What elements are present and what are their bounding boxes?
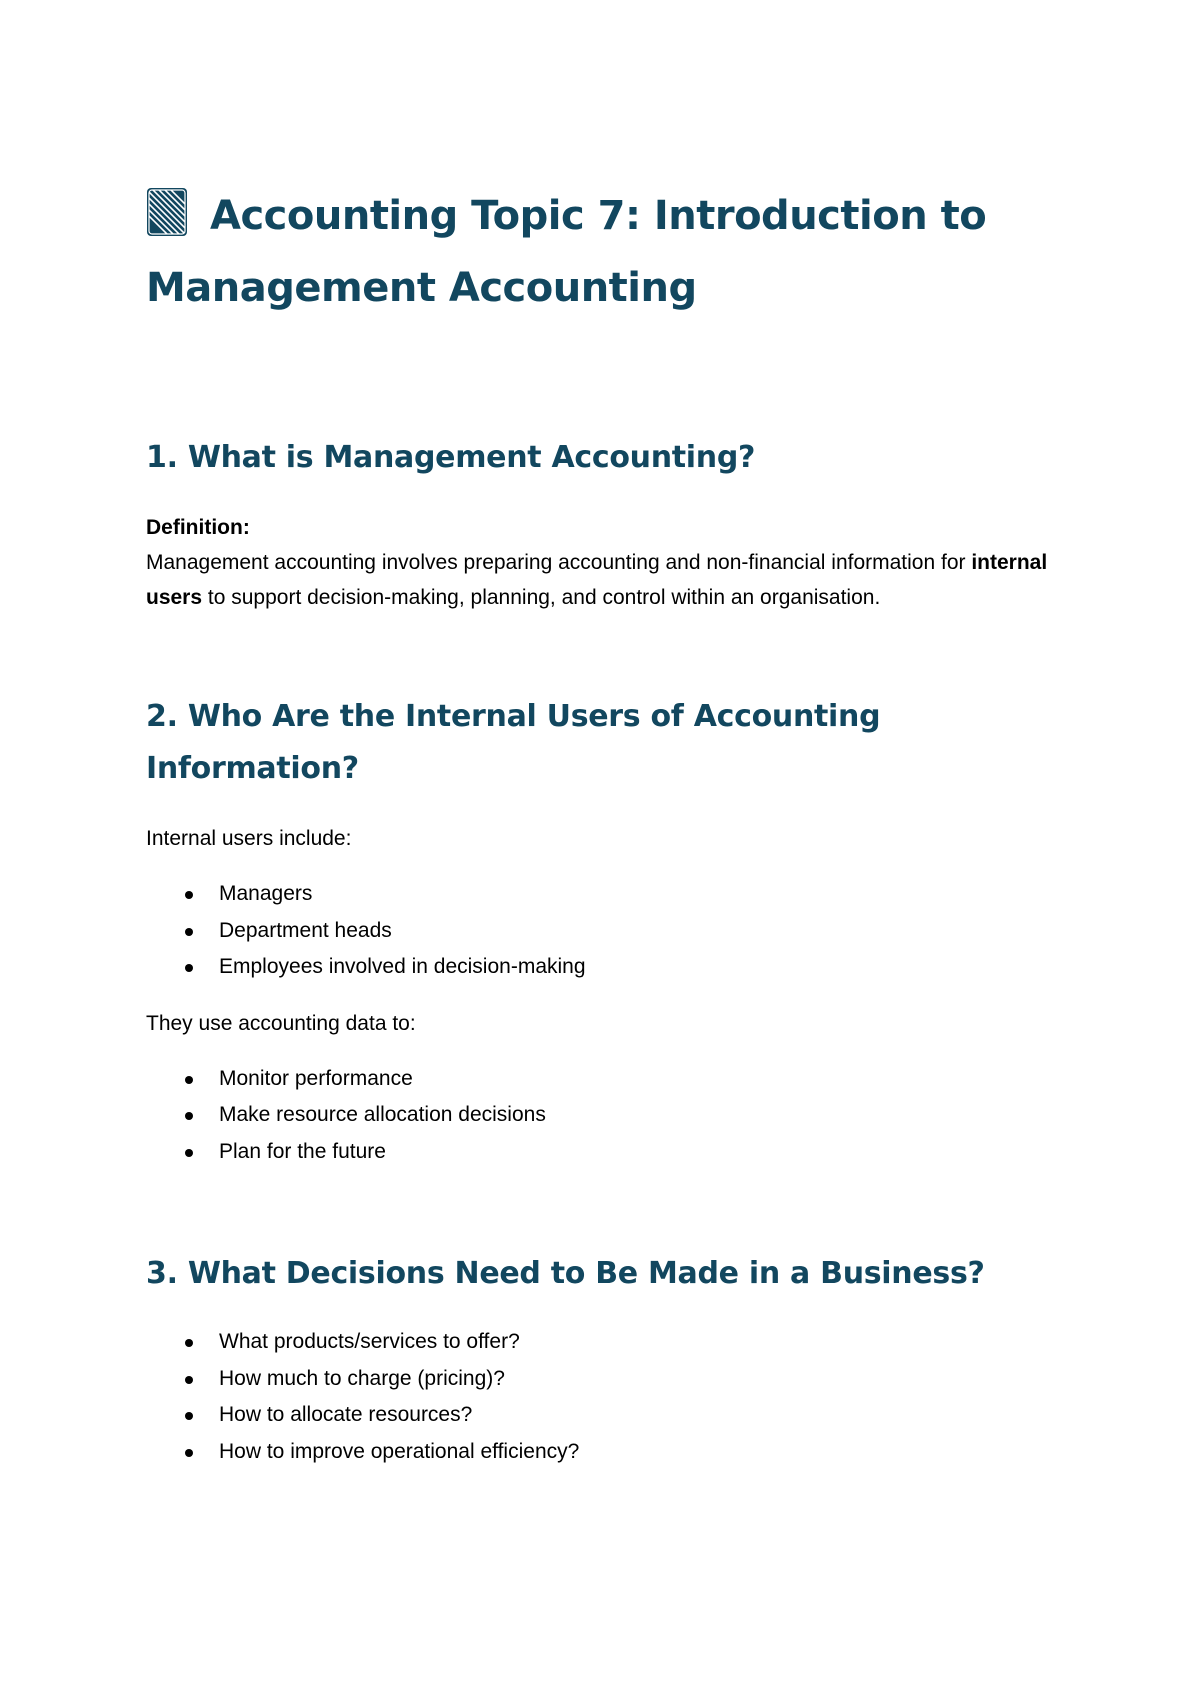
list-item-text: Managers — [219, 882, 313, 905]
list-item-text: How to improve operational efficiency? — [219, 1439, 580, 1463]
decisions-list — [146, 1324, 1066, 1470]
list-item-text: Monitor performance — [219, 1066, 413, 1090]
list-item-text: How much to charge (pricing)? — [219, 1366, 505, 1390]
section-1-heading: 1. What is Management Accounting? — [146, 440, 756, 475]
list-item — [146, 1134, 1066, 1171]
notebook-icon — [146, 187, 188, 237]
list-item — [146, 876, 1066, 913]
bullet-icon — [185, 891, 193, 899]
purposes-intro: They use accounting data to: — [146, 1011, 416, 1035]
bullet-icon — [185, 1449, 193, 1457]
definition-emphasis: internal users — [146, 551, 1048, 609]
bullet-icon — [185, 928, 193, 936]
bullet-icon — [185, 1076, 193, 1084]
list-item — [146, 1361, 1066, 1398]
bullet-icon — [185, 1339, 193, 1347]
list-item — [146, 1097, 1066, 1134]
bullet-icon — [185, 1112, 193, 1120]
list-item-text: Employees involved in decision-making — [219, 955, 586, 978]
list-item-text: Make resource allocation decisions — [219, 1103, 546, 1126]
list-item-text: How to allocate resources? — [219, 1403, 473, 1426]
bullet-icon — [185, 964, 193, 972]
definition-label: Definition: — [146, 516, 250, 539]
list-item — [146, 949, 1066, 986]
list-item-text: Plan for the future — [219, 1139, 386, 1163]
list-item — [146, 1324, 1066, 1361]
definition-text-start: Management accounting involves preparing accounting and non-financial information for — [146, 551, 972, 574]
list-item — [146, 1061, 1066, 1098]
list-item — [146, 1397, 1066, 1434]
internal-users-list — [146, 876, 1066, 986]
definition-text-end: to support decision-making, planning, and control within an organisation. — [202, 586, 881, 609]
page-title-text: Accounting Topic 7: Introduction to Management Accounting — [146, 193, 987, 311]
bullet-icon — [185, 1376, 193, 1384]
list-item-text: Department heads — [219, 918, 392, 942]
list-item — [146, 1434, 1066, 1471]
list-item — [146, 913, 1066, 950]
section-2-heading: 2. Who Are the Internal Users of Accounting Information? — [146, 699, 881, 786]
purposes-list — [146, 1061, 1066, 1171]
list-item-text: What products/services to offer? — [219, 1330, 520, 1353]
document-page — [146, 180, 1066, 1470]
bullet-icon — [185, 1412, 193, 1420]
users-intro: Internal users include: — [146, 827, 352, 850]
definition-text — [146, 545, 1066, 615]
bullet-icon — [185, 1149, 193, 1157]
page-title — [146, 180, 1066, 324]
section-3-heading: 3. What Decisions Need to Be Made in a Business? — [146, 1256, 985, 1291]
